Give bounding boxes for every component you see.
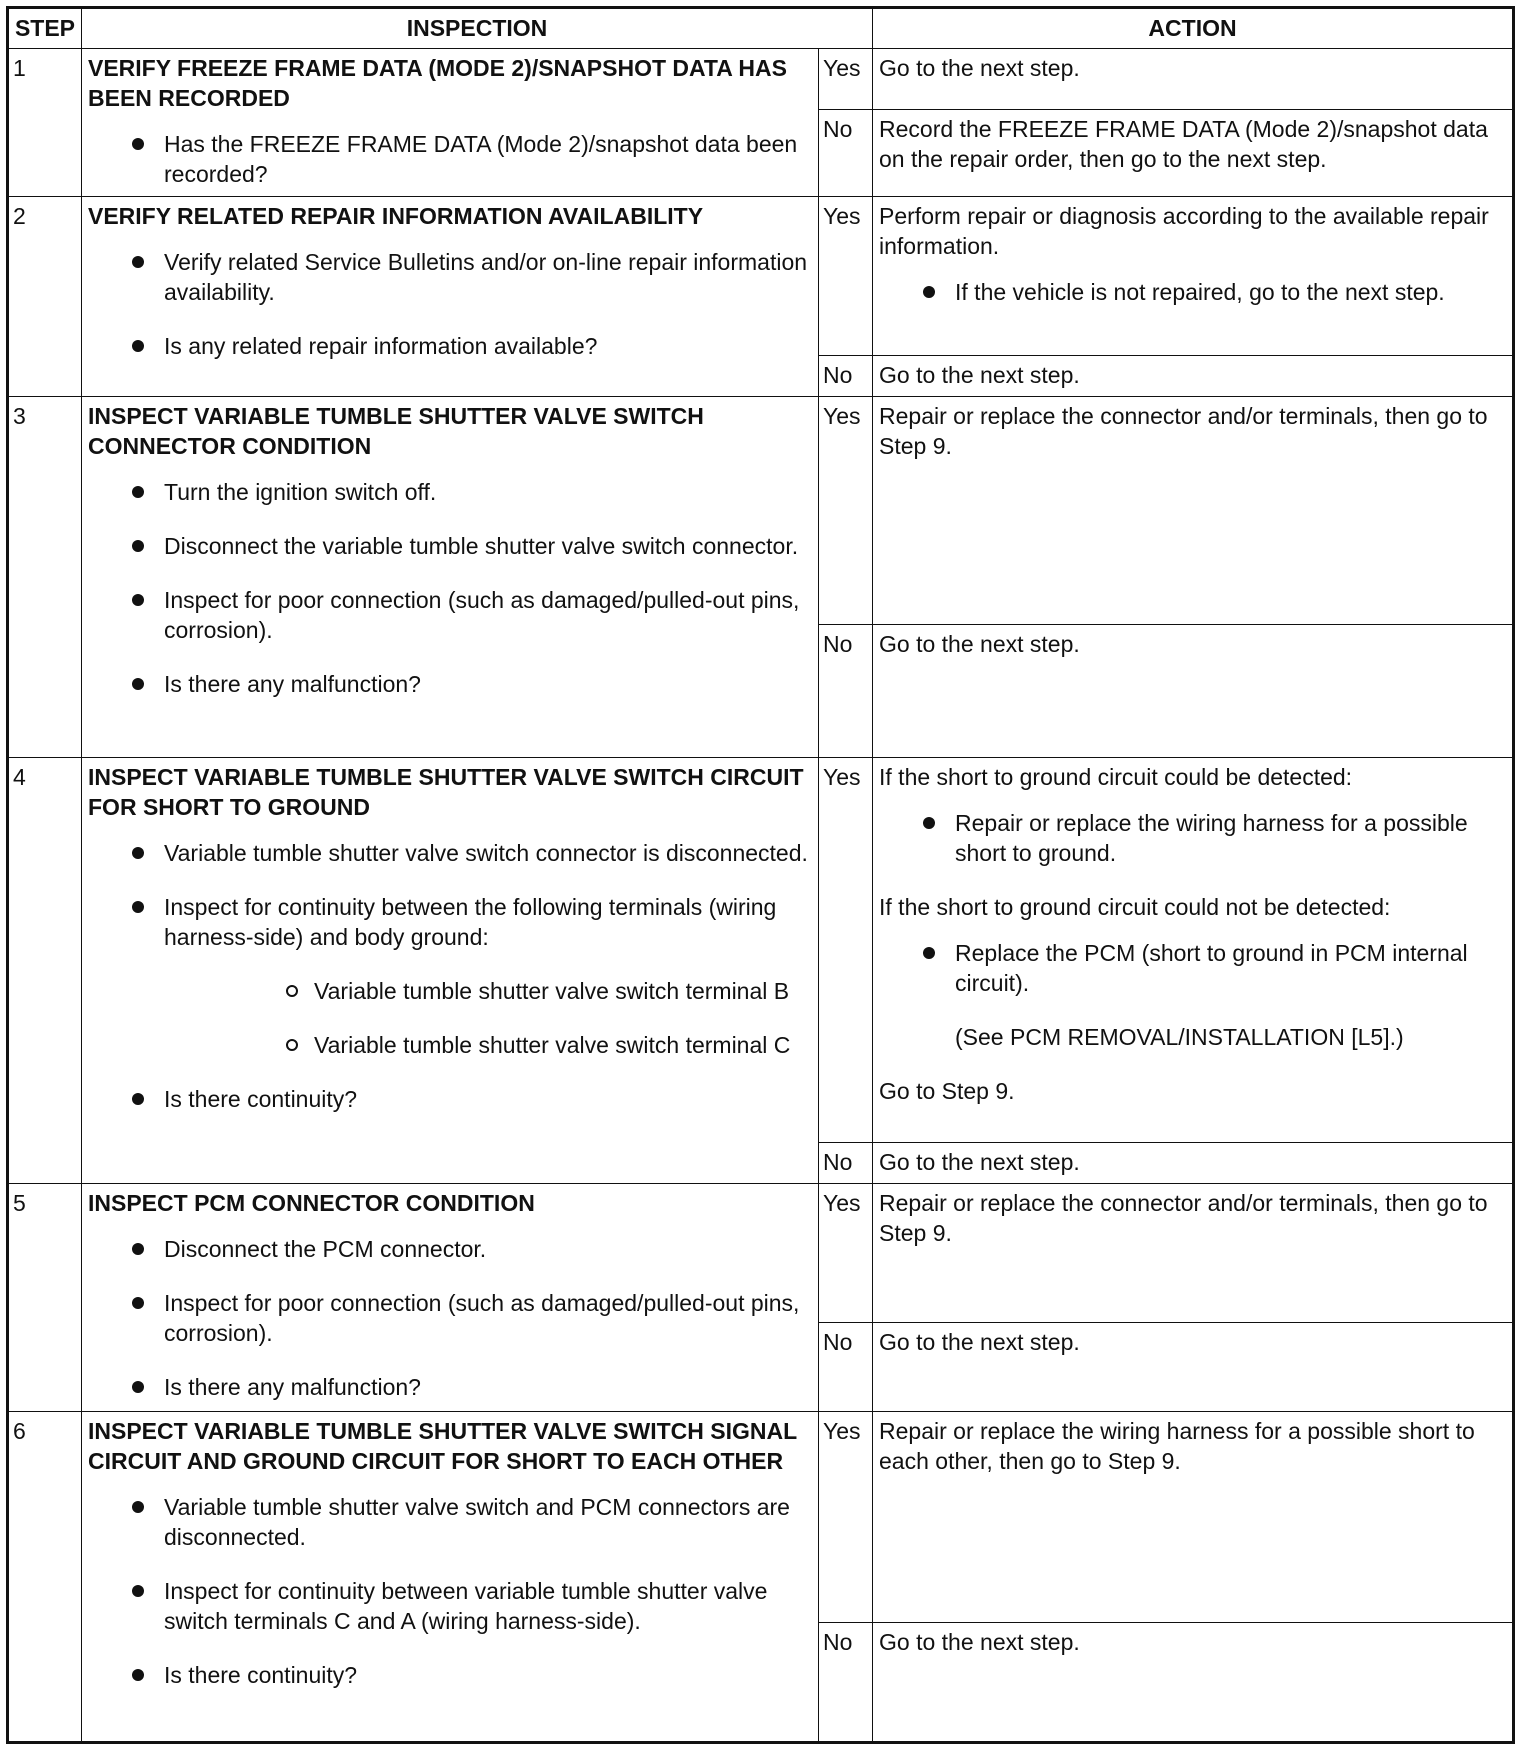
procedure-table	[6, 6, 1515, 1744]
terminal-list	[164, 976, 812, 1060]
list-item: Is there continuity?	[88, 1660, 812, 1690]
inspection-list	[88, 838, 812, 1114]
yes-condition-1: If the short to ground circuit could be detected:	[879, 763, 1353, 790]
action-list	[879, 808, 1506, 868]
step-title: INSPECT VARIABLE TUMBLE SHUTTER VALVE SWITCH SIGNAL CIRCUIT AND GROUND CIRCUIT FOR SHORT TO EACH OTHER	[88, 1418, 797, 1475]
step-4-yes-row	[8, 757, 1514, 1143]
list-item: Inspect for poor connection (such as damaged/pulled-out pins, corrosion).	[88, 585, 812, 645]
list-item: Variable tumble shutter valve switch and PCM connectors are disconnected.	[88, 1492, 812, 1552]
no-action: Go to the next step.	[873, 1622, 1514, 1742]
list-item: Is there any malfunction?	[88, 669, 812, 699]
list-item	[88, 892, 812, 1060]
action-list	[879, 938, 1506, 998]
inspection-cell	[82, 396, 819, 757]
step-number: 2	[8, 196, 82, 396]
yes-label: Yes	[819, 396, 873, 624]
no-action: Go to the next step.	[873, 355, 1514, 396]
step-number: 6	[8, 1412, 82, 1743]
diagnostic-procedure-table	[6, 6, 1512, 1744]
inspection-list	[88, 477, 812, 699]
list-item: Inspect for poor connection (such as damaged/pulled-out pins, corrosion).	[88, 1288, 812, 1348]
inspection-list	[88, 247, 812, 361]
yes-label: Yes	[819, 48, 873, 109]
no-label: No	[819, 1322, 873, 1412]
goto-step: Go to Step 9.	[879, 1077, 1015, 1104]
yes-action: Repair or replace the connector and/or terminals, then go to Step 9.	[873, 1183, 1514, 1322]
step-title: INSPECT PCM CONNECTOR CONDITION	[88, 1189, 535, 1216]
step-5-yes-row	[8, 1183, 1514, 1322]
list-item: Has the FREEZE FRAME DATA (Mode 2)/snapshot data been recorded?	[88, 129, 812, 189]
step-number: 1	[8, 48, 82, 196]
sub-list-item: Variable tumble shutter valve switch terminal C	[164, 1030, 812, 1060]
yes-label: Yes	[819, 757, 873, 1143]
action-list	[879, 277, 1506, 307]
step-1-yes-row	[8, 48, 1514, 109]
inspection-cell	[82, 757, 819, 1183]
yes-condition-2: If the short to ground circuit could not be detected:	[879, 893, 1391, 920]
yes-label: Yes	[819, 1412, 873, 1622]
list-item: Is there any malfunction?	[88, 1372, 812, 1402]
yes-action: Perform repair or diagnosis according to the available repair information.	[879, 202, 1489, 259]
no-action: Go to the next step.	[873, 1143, 1514, 1184]
no-action: Record the FREEZE FRAME DATA (Mode 2)/snapshot data on the repair order, then go to the next step.	[873, 110, 1514, 197]
inspection-cell	[82, 48, 819, 196]
step-number: 4	[8, 757, 82, 1183]
list-item: Disconnect the PCM connector.	[88, 1234, 812, 1264]
list-item: Disconnect the variable tumble shutter valve switch connector.	[88, 531, 812, 561]
inspection-list	[88, 1234, 812, 1402]
header-row	[8, 8, 1514, 49]
list-item-text: Inspect for continuity between the following terminals (wiring harness-side) and body ground:	[164, 893, 777, 950]
step-title: INSPECT VARIABLE TUMBLE SHUTTER VALVE SWITCH CONNECTOR CONDITION	[88, 402, 704, 459]
step-number: 3	[8, 396, 82, 757]
list-item: Turn the ignition switch off.	[88, 477, 812, 507]
list-item: Is there continuity?	[88, 1084, 812, 1114]
yes-label: Yes	[819, 1183, 873, 1322]
inspection-cell	[82, 1183, 819, 1411]
no-label: No	[819, 110, 873, 197]
step-3-yes-row	[8, 396, 1514, 624]
no-action: Go to the next step.	[873, 625, 1514, 758]
no-label: No	[819, 1622, 873, 1742]
yes-action: Go to the next step.	[873, 48, 1514, 109]
list-item: Verify related Service Bulletins and/or on-line repair information availability.	[88, 247, 812, 307]
sub-list-item: Variable tumble shutter valve switch terminal B	[164, 976, 812, 1006]
step-6-yes-row	[8, 1412, 1514, 1622]
yes-action-cell	[873, 196, 1514, 355]
no-label: No	[819, 355, 873, 396]
header-action: ACTION	[873, 8, 1514, 49]
list-item: Replace the PCM (short to ground in PCM internal circuit).	[879, 938, 1506, 998]
inspection-cell	[82, 196, 819, 396]
no-action: Go to the next step.	[873, 1322, 1514, 1412]
yes-label: Yes	[819, 196, 873, 355]
list-item: If the vehicle is not repaired, go to the next step.	[879, 277, 1506, 307]
step-title: INSPECT VARIABLE TUMBLE SHUTTER VALVE SWITCH CIRCUIT FOR SHORT TO GROUND	[88, 763, 804, 820]
step-2-yes-row	[8, 196, 1514, 355]
inspection-cell	[82, 1412, 819, 1743]
inspection-list	[88, 1492, 812, 1690]
no-label: No	[819, 1143, 873, 1184]
yes-action-cell	[873, 757, 1514, 1143]
no-label: No	[819, 625, 873, 758]
see-reference: (See PCM REMOVAL/INSTALLATION [L5].)	[955, 1023, 1404, 1050]
header-step: STEP	[8, 8, 82, 49]
list-item: Is any related repair information available?	[88, 331, 812, 361]
list-item: Repair or replace the wiring harness for a possible short to ground.	[879, 808, 1506, 868]
list-item: Inspect for continuity between variable tumble shutter valve switch terminals C and A (wiring harness-side).	[88, 1576, 812, 1636]
list-item: Variable tumble shutter valve switch connector is disconnected.	[88, 838, 812, 868]
step-title: VERIFY RELATED REPAIR INFORMATION AVAILABILITY	[88, 202, 704, 229]
yes-action: Repair or replace the connector and/or terminals, then go to Step 9.	[873, 396, 1514, 624]
header-inspection: INSPECTION	[82, 8, 873, 49]
step-title: VERIFY FREEZE FRAME DATA (MODE 2)/SNAPSHOT DATA HAS BEEN RECORDED	[88, 54, 787, 111]
step-number: 5	[8, 1183, 82, 1411]
inspection-list	[88, 129, 812, 189]
yes-action: Repair or replace the wiring harness for a possible short to each other, then go to Step 9.	[873, 1412, 1514, 1622]
